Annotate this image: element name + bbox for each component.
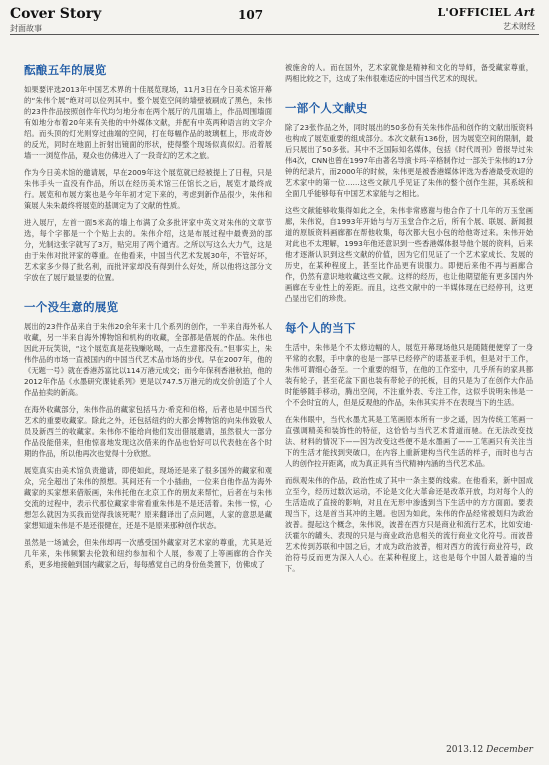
section-gap <box>285 90 533 100</box>
body-paragraph: 而纵观朱伟的作品，政治性成了其中一条主要的线索。在他看来，新中国成立至今，经历过数次运动，不论是文化大革命还是改革开放，均对每个人的生活造成了直接的影响，对且在无形中渗透到当下生活中的方方面面。要表现当下，这是首当其冲的主题。也因为如此，朱伟的作品经常被划归为政治波普。提起这个概念，朱伟说，波普在西方只是商业和流行艺术，比如安迪·沃霍尔的罐头、表现的只是与商业政治息相关的流行商业文化符号。而波普艺术传到苏联和中国之后，才成为政治波普，相对西方的流行商业符号，政治符号反而更为深入人心。在某种程度上，这也是每个中国人最普遍的当下。 <box>285 476 533 573</box>
issue-date-number: 2013.12 <box>446 745 484 755</box>
brand-art: Art <box>514 6 535 19</box>
right-column <box>285 62 533 580</box>
section-title-zh: 封面故事 <box>10 24 42 33</box>
header-rule <box>10 34 539 35</box>
body-paragraph: 展览真实由美术馆负责邀请，即使如此，现场还是来了很多国外的藏家和观众，完全超出了朱伟的预想。其间还有一个小插曲，一位来自他作品为海外藏家的买家想来借版画，朱伟托他在北京工作的朋友来帮忙，后者在与朱伟交流的过程中，表示代那位藏家非常看重朱伟是不是还活着。朱伟一惊，心想怎么就因为买我而觉得我该死呢？原来翻译出了点问题，人家的意思是藏家想知道朱伟是不是还很健在，还是不是原来那种创作状态。 <box>24 466 272 530</box>
issue-month: December <box>486 745 533 755</box>
body-paragraph: 生活中，朱伟是个不太修边幅的人，展览开幕现场他只是随随便便穿了一身平常的衣服，手中拿的也是一部早已经停产的诺基亚手机，但是对于工作，朱伟可谓细心备至。一个重要的细节，在他的工作室中，几乎所有的家具都装有轮子，甚至花盆下面也装有带轮子的托板，目的只是为了在创作大作品时能够随手移动，腾出空间，不注重外表、专注工作，这似乎说明朱伟是一个不会时宜的人，但是反观他的作品，朱伟其实并不在表现当下的生活。 <box>285 343 533 407</box>
column-name: 艺术财经 <box>503 22 535 31</box>
body-paragraph: 虽然是一场诚会，但朱伟却再一次感受国外藏家对艺术家的尊重，尤其是近几年来，朱伟频繁去伦敦和纽约参加和个人展，参观了上等画廊的合作关系，更多地接触到国内藏家之后，每每感觉自己的身份鱼类置下，仿佛成了 <box>24 538 272 569</box>
section-gap <box>285 310 533 320</box>
brand-logo <box>437 6 535 19</box>
page-number: 107 <box>238 8 264 22</box>
section-heading: 一部个人文献史 <box>285 101 368 115</box>
body-paragraph: 在朱伟眼中，当代水墨尤其是工笔画原本所有一步之遥，因为传统工笔画一直强调精美和装饰性的特征，这恰恰与当代艺术背道而驰。在无法改变技法、材料的情况下——因为改变这些便不是水墨画了——工笔画只有关注当下的生活才能找到突破口，在内容上重新建构当代生活的样子，而时也与古人的创作拉开距离，成为真正具有当代精神内涵的当代艺术品。 <box>285 415 533 468</box>
section-heading: 每个人的当下 <box>285 321 356 335</box>
body-paragraph: 作为今日美术馆的邀请展，早在2009年这个展览就已经被提上了日程，只是朱伟手头一直没有作品，所以在经历美术馆三任馆长之后，展览才最终成行。展览和布展方案也是今年年初才定下来的，考虑到新作品很少，朱伟和策展人朱朱最终将展览的基调定为了文献的性质。 <box>24 168 272 210</box>
magazine-brand <box>437 6 535 32</box>
body-paragraph: 除了23张作品之外，同时展出的50多份有关朱伟作品和创作的文献出版资料也构成了展览重要的组成部分。本次文献有136份，因为展览空间的限制，最后只展出了50多张。其中不乏国际知名媒体，包括《时代周刊》曾报导过朱伟4次，CNN也曾在1997年由著名导演卡玛·辛格制作过一部关于朱伟的17分钟的纪录片，而2000年的时候，朱伟更是被香港媒体评选为香港最受欢迎的艺术家中的第一位……这些文献几乎见证了朱伟的整个创作生涯，其系统和全面几乎能够每有中国艺术家能与之相比。 <box>285 123 533 198</box>
body-paragraph: 如果要评选2013年中国艺术界的十佳展览现场，11月3日在今日美术馆开幕的“朱伟个展”绝对可以位列其中。整个展览空间的墙壁被刷成了黑色，朱伟的23件作品按照创作年代均匀地分布在两个展厅的几面墙上，作品周围墙面有如地分布着20年来有关他的中外媒体文献，并配有中英两种语言的文字介绍。而头顶的灯光则穿过曲端的空间，打在每幅作品的玻璃框上，形成奇妙的反光，同时在地面上折射出镜面的形状，使得整个现场似真似幻。沿着展墙一一浏览作品，观众也仿佛进入了一段奇幻的艺术之旅。 <box>24 85 272 160</box>
brand-name: L'OFFICIEL <box>437 6 511 19</box>
section-gap <box>24 289 272 299</box>
body-paragraph: 进入展厅，左首一面5米高的墙上布满了众多批评家中英文对朱伟的文章节选，每个字都是一个个贴上去的。朱伟介绍，这是布展过程中最费劲的部分，光制这张字就写了3万，贴完用了两个通宵。之所以写这么大力气，这是由于朱伟对批评家的尊重。在他看来，中国当代艺术发展30年，不管好坏，艺术家多少得了批名利，而批评家却没有得到什么好处，所以他将这部分文字放在了展厅最显要的位置。 <box>24 218 272 282</box>
section-heading: 酝酿五年的展览 <box>24 63 107 77</box>
body-paragraph: 被施舍的人。而在国外，艺术家就像是精神和文化的导师，备受藏家尊重，两相比较之下，这成了朱伟很难适应的中国当代艺术的现状。 <box>285 63 533 83</box>
body-paragraph: 在海外收藏部分，朱伟作品的藏家包括马力·希克和伯格，后者也是中国当代艺术的重要收藏家。除此之外，还包括纽约的大都会博物馆的向朱伟致敬人员及新西兰的收藏家。朱伟你不能给向他们发出借展邀请，虽然很大一部分作品没能借来，但他惊喜地发现这次借来的作品也恰好可以代表他在各个时期的作品，所以他再次也觉得十分欣慰。 <box>24 405 272 458</box>
body-paragraph: 这些文献能够收集得如此之全，朱伟非常感谢与他合作了十几年的万玉堂画廊，朱伟说，自1993年开始与与万玉堂合作之后，所有个展、联展、新闻报道的原版资料画廊都在帮他收集，每次都大包小包的给他寄过来。朱伟开始对此也不太理解，1993年他还意识到一些香港媒体报导他个展的资料，后来他才逐渐认识到这些文献的价值，因为它们见证了一个艺术家成长、发展的历史，在某种程度上，甚至比作品更有说服力。即便后来他不再与画廊合作，仍然有意识地收藏这些文献。这样的经历，也让他期望能有更多国内外画廊在专业性上的差距。而且，这些文献中的一半媒体现在已经停刊，这更凸显出它们的珍贵。 <box>285 206 533 303</box>
section-title-en: Cover Story <box>10 6 102 22</box>
body-paragraph: 展出的23件作品来自于朱伟20余年来十几个系列的创作，一半来自海外私人收藏，另一半来自海外博物馆和机构的收藏，全部都是借展的作品。朱伟也因此开玩笑说，“这个展览真是花钱赚吆喝，一点生意都没有。”但事实上，朱伟作品的市场一直被国内的中国当代艺术品市场的步伐。早在2007年，他的《无题一号》就在香港苏富比以114万港元成交；而今年保利香港秋拍，他的2012年作品《水墨研究课徒系列》更是以747.5万港元的成交价创造了个人作品拍卖的新高。 <box>24 322 272 397</box>
issue-date <box>446 745 533 755</box>
section-header <box>10 6 101 34</box>
left-column <box>24 62 272 576</box>
section-heading: 一个没生意的展览 <box>24 300 119 314</box>
